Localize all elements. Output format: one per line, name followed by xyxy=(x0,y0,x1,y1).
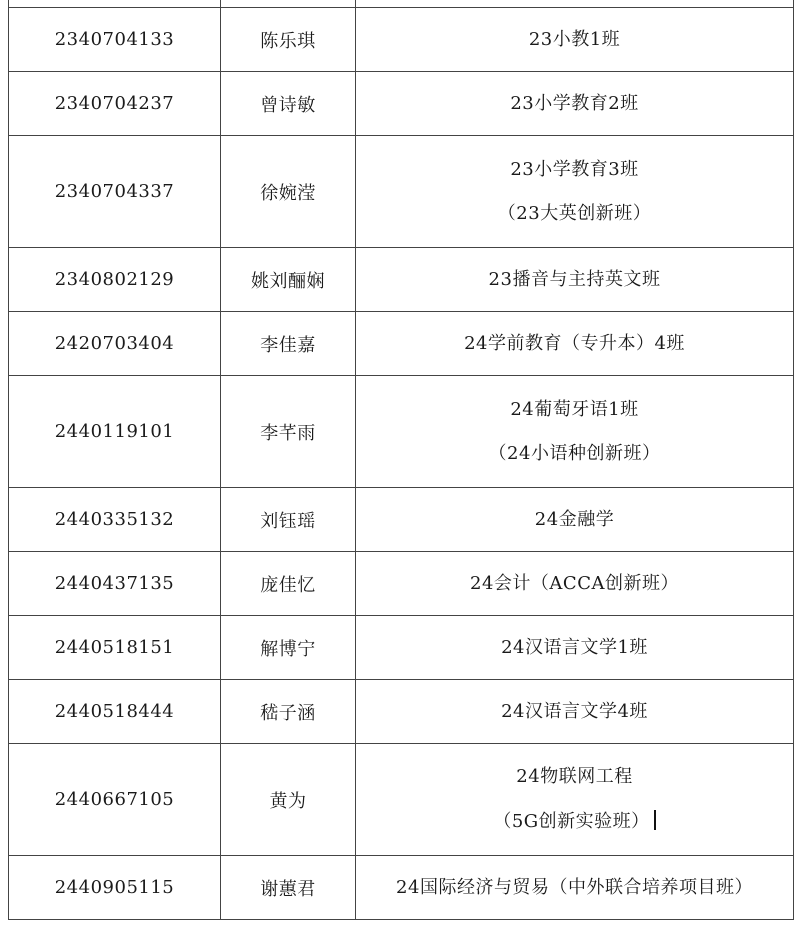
class-line-text: （5G创新实验班） xyxy=(493,811,650,832)
class-line: 24葡萄牙语1班 xyxy=(510,398,639,420)
table-row xyxy=(9,376,793,488)
class-line: 24国际经济与贸易（中外联合培养项目班） xyxy=(396,876,753,898)
student-name: 嵇子涵 xyxy=(221,680,356,743)
table-row xyxy=(9,680,793,744)
student-id: 2440437135 xyxy=(9,552,221,615)
cell-id xyxy=(9,0,221,7)
student-table xyxy=(8,0,794,920)
student-name: 李佳嘉 xyxy=(221,312,356,375)
class-line: 24金融学 xyxy=(534,508,615,530)
table-row xyxy=(9,856,793,920)
student-name: 姚刘酾娴 xyxy=(221,248,356,311)
student-name: 庞佳忆 xyxy=(221,552,356,615)
student-class xyxy=(356,8,793,71)
student-name: 刘钰瑶 xyxy=(221,488,356,551)
class-line: 24汉语言文学4班 xyxy=(501,700,648,722)
student-name: 陈乐琪 xyxy=(221,8,356,71)
class-line-sub: （24小语种创新班） xyxy=(488,442,661,464)
table-row-partial xyxy=(9,0,793,8)
table-row xyxy=(9,488,793,552)
student-class xyxy=(356,616,793,679)
student-id: 2440667105 xyxy=(9,744,221,855)
student-class xyxy=(356,680,793,743)
text-cursor xyxy=(654,810,656,830)
student-id: 2340704237 xyxy=(9,72,221,135)
student-name: 谢蕙君 xyxy=(221,856,356,919)
class-line: 24学前教育（专升本）4班 xyxy=(464,332,685,354)
student-id: 2440335132 xyxy=(9,488,221,551)
student-id: 2440518444 xyxy=(9,680,221,743)
student-id: 2340704337 xyxy=(9,136,221,247)
student-class xyxy=(356,312,793,375)
class-line-sub: （23大英创新班） xyxy=(497,202,652,224)
class-line-sub xyxy=(493,810,655,833)
student-id: 2420703404 xyxy=(9,312,221,375)
table-row xyxy=(9,72,793,136)
student-class xyxy=(356,376,793,487)
student-class xyxy=(356,744,793,855)
table-row xyxy=(9,616,793,680)
table-row xyxy=(9,8,793,72)
cell-name xyxy=(221,0,356,7)
table-row xyxy=(9,312,793,376)
class-line: 23播音与主持英文班 xyxy=(488,268,661,290)
student-class xyxy=(356,136,793,247)
student-class xyxy=(356,248,793,311)
table-row xyxy=(9,744,793,856)
student-name: 徐婉滢 xyxy=(221,136,356,247)
student-name: 黄为 xyxy=(221,744,356,855)
student-class xyxy=(356,856,793,919)
table-row xyxy=(9,248,793,312)
table-row xyxy=(9,552,793,616)
class-line: 23小学教育3班 xyxy=(510,158,639,180)
class-line: 24汉语言文学1班 xyxy=(501,636,648,658)
cell-class xyxy=(356,0,793,7)
student-id: 2340802129 xyxy=(9,248,221,311)
student-id: 2340704133 xyxy=(9,8,221,71)
student-id: 2440905115 xyxy=(9,856,221,919)
table-row xyxy=(9,136,793,248)
student-class xyxy=(356,552,793,615)
class-line: 23小教1班 xyxy=(528,28,621,50)
student-class xyxy=(356,72,793,135)
student-id: 2440119101 xyxy=(9,376,221,487)
student-id: 2440518151 xyxy=(9,616,221,679)
class-line: 23小学教育2班 xyxy=(510,92,639,114)
class-line: 24物联网工程 xyxy=(516,766,633,787)
student-class xyxy=(356,488,793,551)
student-name: 曾诗敏 xyxy=(221,72,356,135)
student-name: 解博宁 xyxy=(221,616,356,679)
student-name: 李芊雨 xyxy=(221,376,356,487)
class-line: 24会计（ACCA创新班） xyxy=(470,572,679,594)
